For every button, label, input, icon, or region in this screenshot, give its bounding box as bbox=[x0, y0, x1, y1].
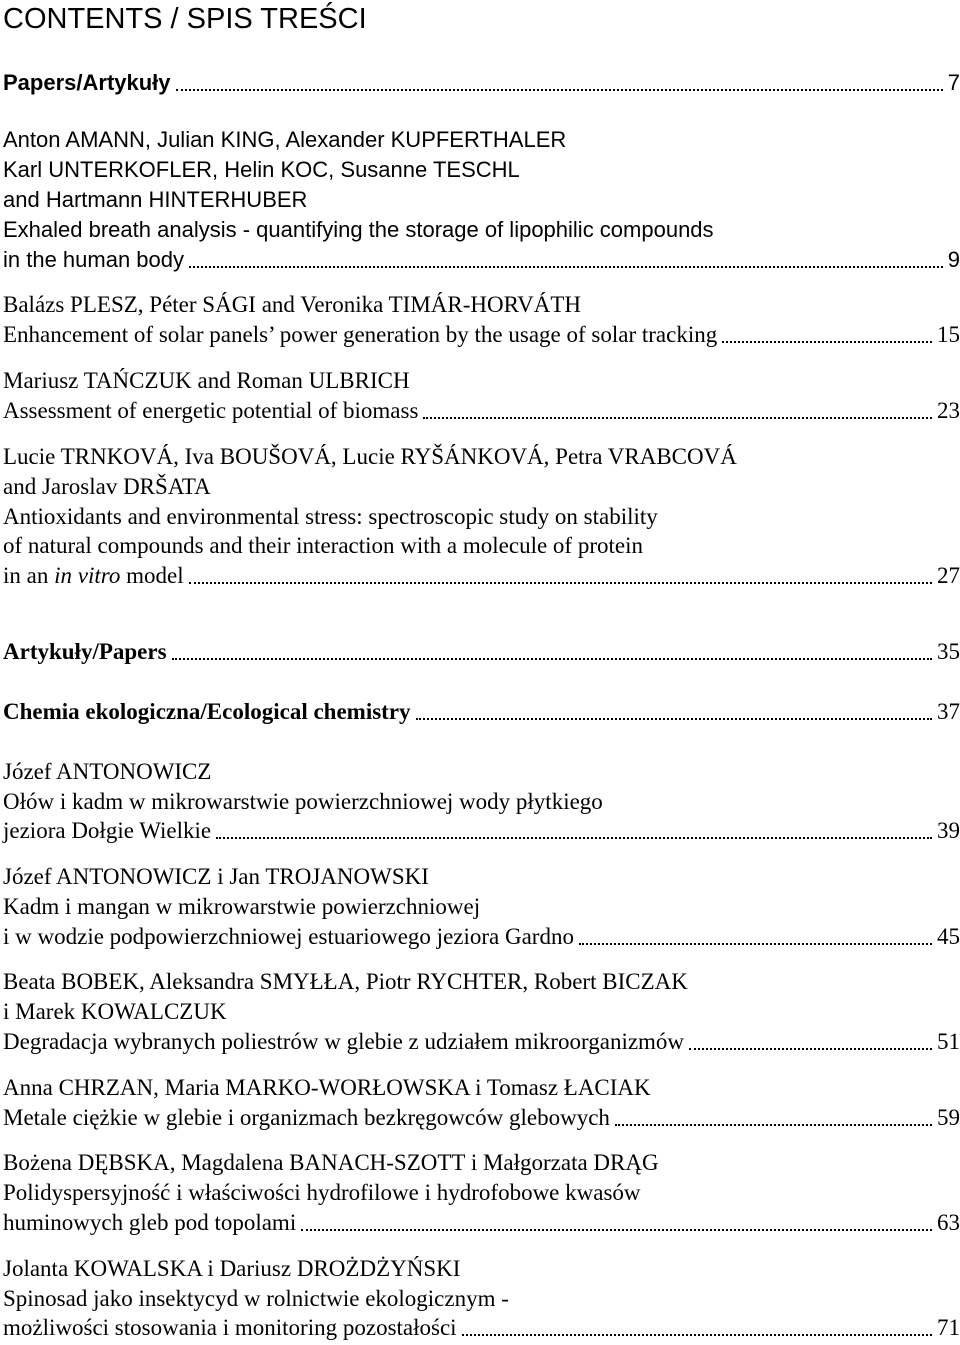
entry-authors: Beata BOBEK, Aleksandra SMYŁŁA, Piotr RYCHTER, Robert BICZAK bbox=[3, 969, 688, 994]
entry-authors: Balázs PLESZ, Péter SÁGI and Veronika TIMÁR-HORVÁTH bbox=[3, 292, 581, 317]
section-label: Papers/Artykuły bbox=[3, 70, 171, 95]
page-number: 37 bbox=[937, 699, 960, 724]
entry-title: Antioxidants and environmental stress: spectroscopic study on stability bbox=[3, 504, 658, 529]
toc-entry[interactable] bbox=[3, 1313, 960, 1343]
entry-title: Polidyspersyjność i właściwości hydrofilowe i hydrofobowe kwasów bbox=[3, 1180, 641, 1205]
toc-entry[interactable] bbox=[3, 816, 960, 846]
leader-dots bbox=[689, 1048, 932, 1050]
entry-title: of natural compounds and their interaction with a molecule of protein bbox=[3, 533, 643, 558]
entry-title: Enhancement of solar panels’ power generation by the usage of solar tracking bbox=[3, 322, 718, 347]
toc-entry[interactable] bbox=[3, 1103, 960, 1133]
entry-authors: Karl UNTERKOFLER, Helin KOC, Susanne TESCHL bbox=[3, 157, 520, 182]
section-chemia[interactable] bbox=[3, 697, 960, 727]
entry-title: huminowych gleb pod topolami bbox=[3, 1210, 297, 1235]
leader-dots bbox=[615, 1124, 932, 1126]
entry-authors: Józef ANTONOWICZ bbox=[3, 759, 212, 784]
page-number: 15 bbox=[937, 322, 960, 347]
entry-title bbox=[3, 561, 184, 591]
page-number: 63 bbox=[937, 1210, 960, 1235]
entry-title: Metale ciężkie w glebie i organizmach bezkręgowców glebowych bbox=[3, 1105, 610, 1130]
section-artykuly[interactable] bbox=[3, 637, 960, 667]
entry-title: Exhaled breath analysis - quantifying the storage of lipophilic compounds bbox=[3, 217, 714, 242]
leader-dots bbox=[722, 341, 932, 343]
leader-dots bbox=[416, 718, 932, 720]
entry-authors: Bożena DĘBSKA, Magdalena BANACH-SZOTT i Małgorzata DRĄG bbox=[3, 1150, 659, 1175]
entry-title: jeziora Dołgie Wielkie bbox=[3, 818, 212, 843]
leader-dots bbox=[462, 1334, 932, 1336]
toc-entry[interactable] bbox=[3, 320, 960, 350]
page-number: 35 bbox=[937, 639, 960, 664]
leader-dots bbox=[189, 266, 943, 268]
leader-dots bbox=[176, 89, 943, 91]
toc-entry[interactable] bbox=[3, 396, 960, 426]
page-number: 59 bbox=[937, 1105, 960, 1130]
entry-authors: Anna CHRZAN, Maria MARKO-WORŁOWSKA i Tomasz ŁACIAK bbox=[3, 1075, 651, 1100]
page-number: 9 bbox=[947, 247, 960, 272]
toc-entry[interactable] bbox=[3, 1208, 960, 1238]
entry-authors: i Marek KOWALCZUK bbox=[3, 999, 227, 1024]
page-number: 45 bbox=[937, 924, 960, 949]
page-number: 27 bbox=[937, 563, 960, 588]
toc-entry[interactable] bbox=[3, 1027, 960, 1057]
title-prefix: in an bbox=[3, 563, 55, 588]
section-label: Chemia ekologiczna/Ecological chemistry bbox=[3, 699, 411, 724]
page-title: CONTENTS / SPIS TREŚCI bbox=[3, 3, 367, 35]
toc-entry[interactable] bbox=[3, 561, 960, 591]
section-papers[interactable] bbox=[3, 68, 960, 98]
entry-title: Spinosad jako insektycyd w rolnictwie ekologicznym - bbox=[3, 1286, 509, 1311]
leader-dots bbox=[216, 837, 932, 839]
toc-entry[interactable] bbox=[3, 922, 960, 952]
entry-authors: Mariusz TAŃCZUK and Roman ULBRICH bbox=[3, 368, 410, 393]
entry-authors: Józef ANTONOWICZ i Jan TROJANOWSKI bbox=[3, 864, 429, 889]
entry-title: Kadm i mangan w mikrowarstwie powierzchniowej bbox=[3, 894, 481, 919]
page-number: 7 bbox=[947, 70, 960, 95]
page-number: 71 bbox=[937, 1315, 960, 1340]
page-number: 39 bbox=[937, 818, 960, 843]
entry-authors: Jolanta KOWALSKA i Dariusz DROŻDŻYŃSKI bbox=[3, 1256, 461, 1281]
title-suffix: model bbox=[120, 563, 184, 588]
page-number: 23 bbox=[937, 398, 960, 423]
entry-title: Ołów i kadm w mikrowarstwie powierzchniowej wody płytkiego bbox=[3, 789, 603, 814]
entry-title: Degradacja wybranych poliestrów w glebie z udziałem mikroorganizmów bbox=[3, 1029, 685, 1054]
toc-entry[interactable] bbox=[3, 245, 960, 275]
leader-dots bbox=[301, 1229, 932, 1231]
entry-title: in the human body bbox=[3, 247, 185, 272]
entry-authors: Anton AMANN, Julian KING, Alexander KUPFERTHALER bbox=[3, 127, 567, 152]
leader-dots bbox=[423, 417, 932, 419]
entry-title: i w wodzie podpowierzchniowej estuariowego jeziora Gardno bbox=[3, 924, 574, 949]
entry-authors: and Jaroslav DRŠATA bbox=[3, 474, 211, 499]
leader-dots bbox=[579, 943, 932, 945]
section-label: Artykuły/Papers bbox=[3, 639, 167, 664]
leader-dots bbox=[189, 582, 932, 584]
entry-title: Assessment of energetic potential of biomass bbox=[3, 398, 419, 423]
page-number: 51 bbox=[937, 1029, 960, 1054]
entry-authors: and Hartmann HINTERHUBER bbox=[3, 187, 308, 212]
entry-authors: Lucie TRNKOVÁ, Iva BOUŠOVÁ, Lucie RYŠÁNKOVÁ, Petra VRABCOVÁ bbox=[3, 444, 737, 469]
leader-dots bbox=[172, 658, 932, 660]
entry-title: możliwości stosowania i monitoring pozostałości bbox=[3, 1315, 457, 1340]
title-italic: in vitro bbox=[54, 563, 121, 588]
